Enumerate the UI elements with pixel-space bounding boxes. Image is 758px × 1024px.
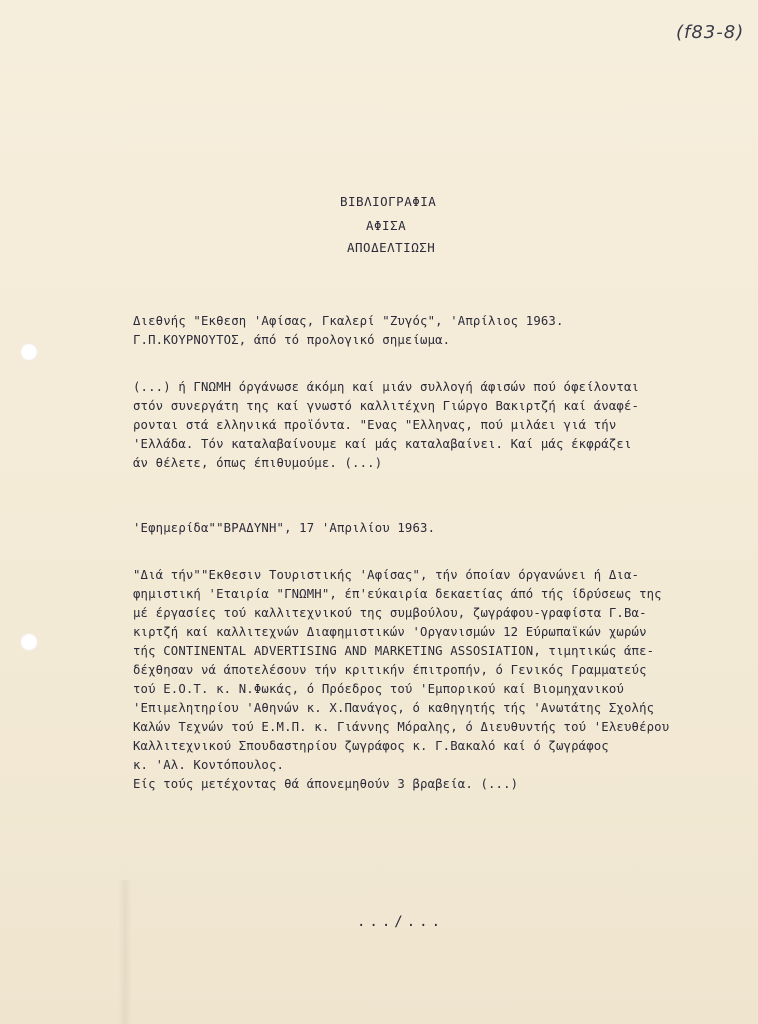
text-line: Γ.Π.ΚΟΥΡΝΟΥΤΟΣ, άπό τό προλογικό σημείωμα.: [133, 333, 451, 347]
text-line: κιρτζή καί καλλιτεχνών Διαφημιστικών 'Οργανισμών 12 Εύρωπαϊκών χωρών: [133, 625, 647, 639]
continuation-mark: .../...: [357, 914, 445, 930]
text-line: τής CONTINENTAL ADVERTISING AND MARKETING ASSOSIATION, τιμητικώς άπε-: [133, 644, 655, 658]
title-line-2: ΑΦΙΣΑ: [366, 218, 407, 233]
text-line: Είς τούς μετέχοντας θά άπονεμηθούν 3 βραβεία. (...): [133, 777, 519, 791]
text-line: φημιστική 'Εταιρία "ΓΝΩΜΗ", έπ'εύκαιρία δεκαετίας άπό τής ίδρύσεως της: [133, 587, 662, 601]
text-line: 'Ελλάδα. Τόν καταλαβαίνουμε καί μάς καταλαβαίνει. Καί μάς έκφράζει: [133, 437, 632, 451]
text-line: στόν συνεργάτη της καί γνωστό καλλιτέχνη Γιώργο Βακιρτζή καί άναφέ-: [133, 399, 640, 413]
text-line: μέ έργασίες τού καλλιτεχνικού της συμβούλου, ζωγράφου-γραφίστα Γ.Βα-: [133, 606, 647, 620]
punch-hole-top: [20, 343, 38, 361]
text-line: δέχθησαν νά άποτελέσουν τήν κριτικήν έπιτροπήν, ό Γενικός Γραμματεύς: [133, 663, 647, 677]
text-line: Καλλιτεχνικού Σπουδαστηρίου ζωγράφος κ. Γ.Βακαλό καί ό ζωγράφος: [133, 739, 609, 753]
text-line: Καλών Τεχνών τού Ε.Μ.Π. κ. Γιάννης Μόραλης, ό Διευθυντής τού 'Ελευθέρου: [133, 720, 670, 734]
text-line: άν θέλετε, όπως έπιθυμούμε. (...): [133, 456, 383, 470]
title-line-1: ΒΙΒΛΙΟΓΡΑΦΙΑ: [340, 194, 437, 209]
text-line: κ. 'Αλ. Κοντόπουλος.: [133, 758, 285, 772]
text-line: "Διά τήν""Εκθεσιν Τουριστικής 'Αφίσας", τήν όποίαν όργανώνει ή Δια-: [133, 568, 640, 582]
text-line: 'Επιμελητηρίου 'Αθηνών κ. Χ.Πανάγος, ό καθηγητής τής 'Ανωτάτης Σχολής: [133, 701, 655, 715]
text-line: Διεθνής "Εκθεση 'Αφίσας, Γκαλερί "Ζυγός", 'Απρίλιος 1963.: [133, 314, 564, 328]
paragraph-article: [133, 566, 733, 794]
text-line: (...) ή ΓΝΩΜΗ όργάνωσε άκόμη καί μιάν συλλογή άφισών πού όφείλονται: [133, 380, 640, 394]
punch-hole-bottom: [20, 633, 38, 651]
text-line: ρονται στά ελληνικά προϊόντα. "Ενας "Ελληνας, πού μιλάει γιά τήν: [133, 418, 617, 432]
paper-crease: [118, 880, 132, 1024]
paragraph-exhibition: [133, 312, 733, 350]
paragraph-newspaper-source: [133, 519, 733, 538]
text-line: 'Εφημερίδα""ΒΡΑΔΥΝΗ", 17 'Απριλίου 1963.: [133, 521, 436, 535]
paragraph-quote: [133, 378, 733, 473]
text-line: τού Ε.Ο.Τ. κ. Ν.Φωκάς, ό Πρόεδρος τού 'Εμπορικού καί Βιομηχανικού: [133, 682, 624, 696]
title-line-3: ΑΠΟΔΕΛΤΙΩΣΗ: [347, 240, 436, 255]
handwritten-annotation: (f83-8): [676, 22, 745, 43]
